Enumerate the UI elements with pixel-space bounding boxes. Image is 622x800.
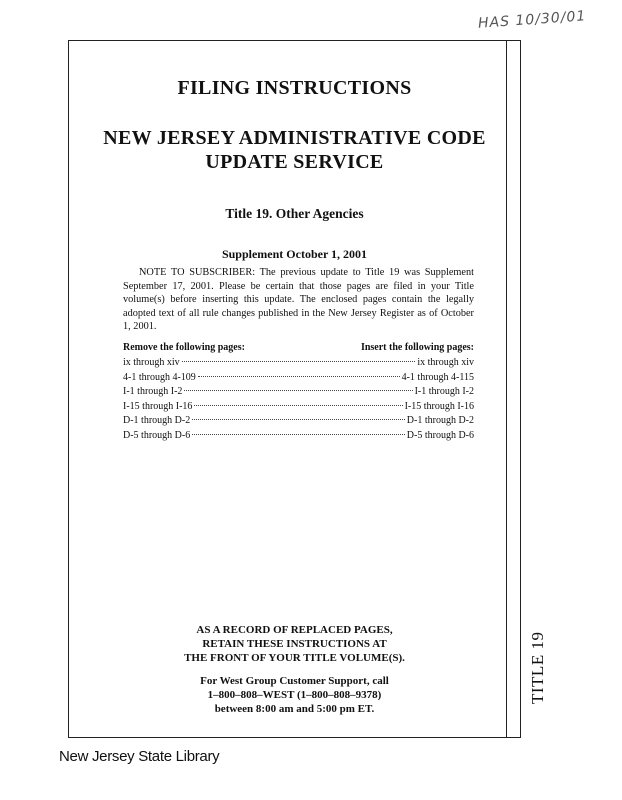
insert-pages-cell: ix through xiv [417,357,474,368]
code-title-line-2: UPDATE SERVICE [205,151,384,173]
filing-instructions-heading: FILING INSTRUCTIONS [177,77,412,99]
leader-dots [194,405,402,406]
table-row [123,400,474,415]
table-row [123,371,474,386]
support-hours: between 8:00 am and 5:00 pm ET. [214,703,375,715]
customer-support-notice [68,674,521,716]
remove-pages-cell: I-15 through I-16 [123,400,193,412]
record-line-3: THE FRONT OF YOUR TITLE VOLUME(S). [184,652,405,664]
remove-pages-cell: ix through xiv [123,357,180,368]
table-row [123,414,474,429]
remove-pages-cell: D-1 through D-2 [123,415,191,426]
table-row [123,429,474,444]
leader-dots [182,361,416,362]
code-title-line-1: NEW JERSEY ADMINISTRATIVE CODE [103,127,486,149]
library-stamp: New Jersey State Library [59,748,220,765]
support-phone: 1–800–808–WEST (1–800–808–9378) [207,689,382,701]
handwritten-date-note: HAS 10/30/01 [477,8,587,32]
table-row [123,356,474,371]
record-line-2: RETAIN THESE INSTRUCTIONS AT [202,638,387,650]
insert-pages-header: Insert the following pages: [360,342,474,353]
remove-pages-cell: 4-1 through 4-109 [123,371,196,383]
record-retention-notice [68,623,521,665]
leader-dots [198,376,400,377]
leader-dots [192,434,405,435]
leader-dots [192,419,405,420]
insert-pages-cell: D-1 through D-2 [406,415,474,426]
title-tab [510,630,547,704]
record-line-1: AS A RECORD OF REPLACED PAGES, [196,624,393,636]
insert-pages-cell: 4-1 through 4-115 [401,371,474,383]
subscriber-note: NOTE TO SUBSCRIBER: The previous update to Title 19 was Supplement September 17, 2001. Please be certain that those pages are filed in your Title volume(s) before inserting this update. The enclosed pages contain the legally adopted text of all rule changes published in the New Jersey Register as of October 1, 2001. [123,267,474,332]
remove-pages-cell: I-1 through I-2 [123,386,183,397]
pages-table [123,356,474,443]
title-tab-label: TITLE 19 [528,631,547,704]
code-title [68,126,521,174]
table-row [123,385,474,400]
insert-pages-cell: I-15 through I-16 [404,400,474,412]
support-line-1: For West Group Customer Support, call [200,675,389,687]
insert-pages-cell: I-1 through I-2 [414,386,474,397]
insert-pages-cell: D-5 through D-6 [406,429,474,441]
remove-pages-header: Remove the following pages: [123,342,245,353]
remove-pages-cell: D-5 through D-6 [123,429,191,441]
title-name: Title 19. Other Agencies [225,206,364,221]
leader-dots [184,390,412,391]
supplement-date: Supplement October 1, 2001 [221,247,368,261]
